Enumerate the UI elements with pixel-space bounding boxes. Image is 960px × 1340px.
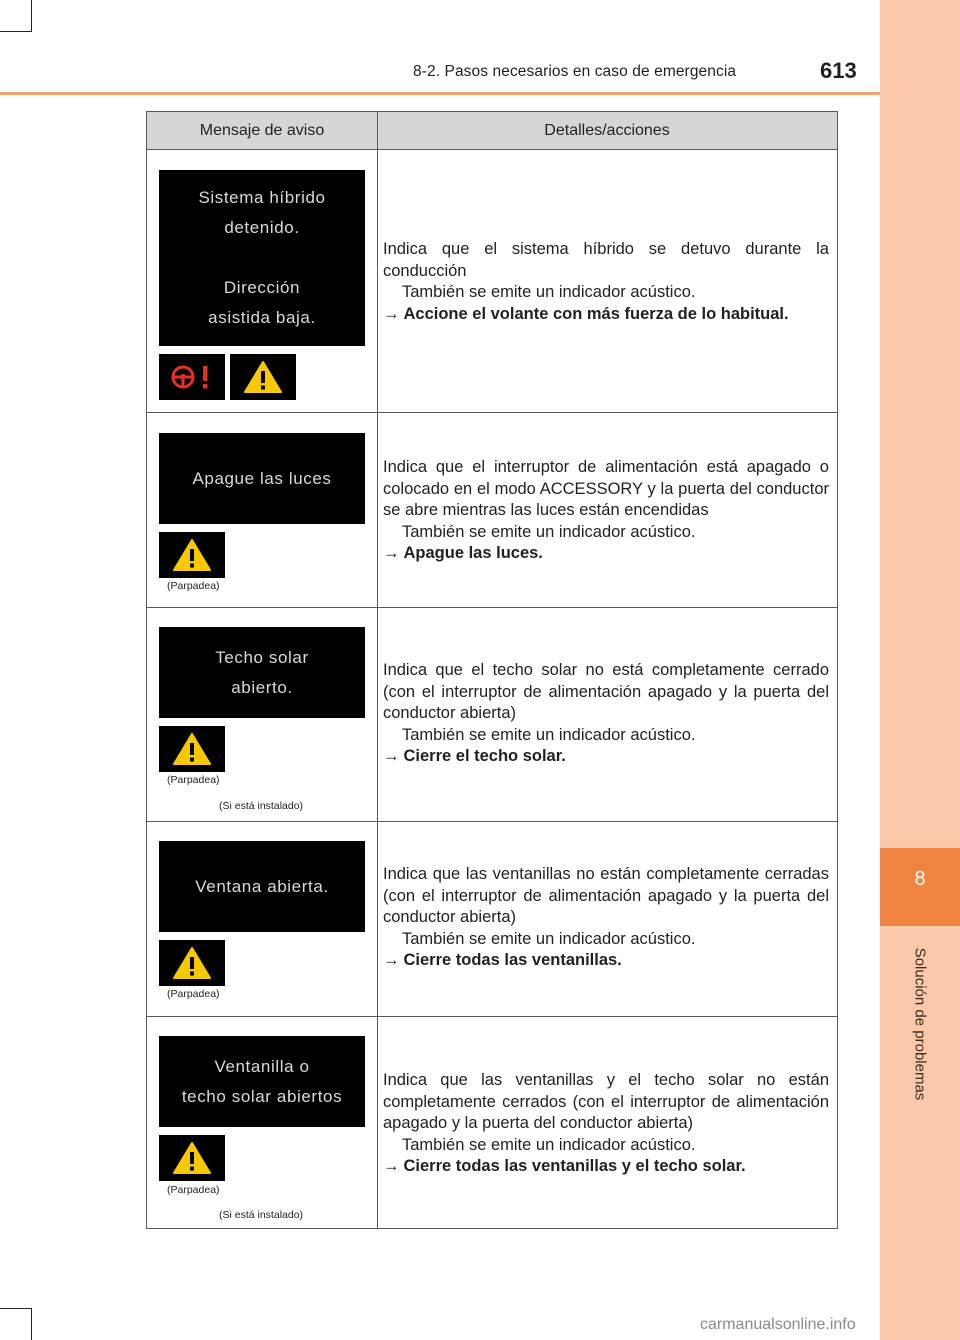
sound-note: También se emite un indicador acústico. — [402, 929, 696, 948]
row-description — [383, 864, 829, 972]
action-text: → Accione el volante con más fuerza de lo habitual. — [383, 304, 789, 323]
crop-mark — [31, 0, 32, 32]
installed-note: (Si está instalado) — [219, 1209, 304, 1221]
installed-note: (Si está instalado) — [219, 800, 304, 812]
sound-note: También se emite un indicador acústico. — [402, 725, 696, 744]
row-divider — [147, 821, 837, 822]
row-description — [383, 239, 829, 325]
row-description — [383, 1070, 829, 1178]
page-number: 613 — [820, 58, 857, 83]
display-message: Ventana abierta. — [159, 841, 365, 932]
blink-note: (Parpadea) — [167, 580, 220, 592]
sound-note: También se emite un indicador acústico. — [402, 283, 696, 301]
description-text: Indica que las ventanillas y el techo solar no están completamente cerrados (con el interruptor de alimentación apagado y la puerta del conductor abierta) — [383, 1071, 829, 1132]
watermark: carmanualsonline.info — [700, 1316, 856, 1333]
warning-triangle-icon — [159, 532, 225, 578]
row-description — [383, 660, 829, 768]
display-message: Techo solar abierto. — [159, 627, 365, 718]
chapter-strip — [880, 0, 960, 1340]
crop-mark — [0, 31, 32, 32]
crop-mark — [0, 1308, 32, 1309]
blink-note: (Parpadea) — [167, 988, 220, 1000]
sound-note: También se emite un indicador acústico. — [402, 522, 696, 541]
steering-warning-icon — [159, 354, 225, 400]
blink-note: (Parpadea) — [167, 1184, 220, 1196]
description-text: Indica que las ventanillas no están completamente cerradas (con el interruptor de alimentación apagado y la puerta del conductor abierta) — [383, 865, 829, 926]
column-divider — [377, 112, 378, 1228]
chapter-label: Solución de problemas — [911, 947, 929, 1101]
column-header-details: Detalles/acciones — [544, 122, 670, 139]
action-text: → Cierre todas las ventanillas y el techo solar. — [383, 1157, 746, 1175]
header-rule — [0, 92, 880, 95]
warning-message-table — [146, 111, 838, 1229]
description-text: Indica que el interruptor de alimentación está apagado o colocado en el modo ACCESSORY y la puerta del conductor se abre mientras las luces están encendidas — [383, 458, 829, 519]
display-message: Sistema híbrido detenido. Dirección asistida baja. — [159, 170, 365, 346]
row-divider — [147, 607, 837, 608]
action-text: → Cierre todas las ventanillas. — [383, 951, 622, 969]
warning-triangle-icon — [159, 726, 225, 772]
row-divider — [147, 412, 837, 413]
section-title: 8-2. Pasos necesarios en caso de emergencia — [413, 63, 737, 80]
description-text: Indica que el sistema híbrido se detuvo durante la conducción — [383, 240, 829, 280]
chapter-number: 8 — [914, 868, 926, 890]
row-divider — [147, 1016, 837, 1017]
sound-note: También se emite un indicador acústico. — [402, 1135, 696, 1154]
display-message: Ventanilla o techo solar abiertos — [159, 1036, 365, 1127]
crop-mark — [31, 1308, 32, 1340]
row-description — [383, 457, 829, 565]
action-text: → Apague las luces. — [383, 544, 543, 562]
warning-triangle-icon — [159, 1135, 225, 1181]
warning-triangle-icon — [159, 940, 225, 986]
column-header-message: Mensaje de aviso — [199, 122, 325, 139]
table-header — [147, 112, 837, 150]
warning-triangle-icon — [230, 354, 296, 400]
blink-note: (Parpadea) — [167, 774, 220, 786]
action-text: → Cierre el techo solar. — [383, 747, 566, 765]
display-message: Apague las luces — [159, 433, 365, 524]
description-text: Indica que el techo solar no está completamente cerrado (con el interruptor de alimentación apagado y la puerta del conductor abierta) — [383, 661, 829, 722]
